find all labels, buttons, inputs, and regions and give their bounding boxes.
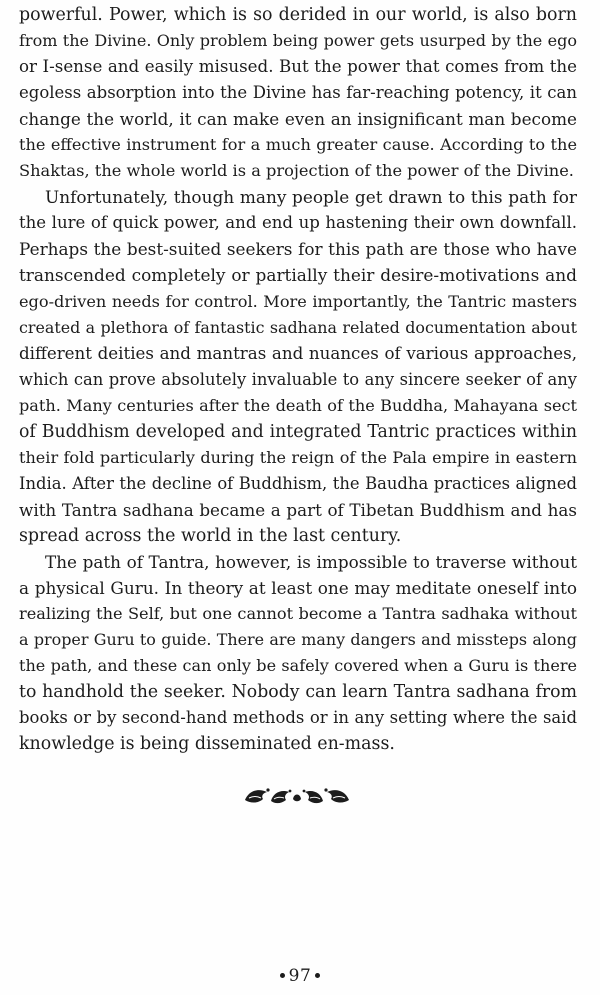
- text-line: a physical Guru. In theory at least one may meditate oneself into: [19, 578, 577, 599]
- text-line: which can prove absolutely invaluable to any sincere seeker of any: [19, 369, 577, 389]
- text-line: powerful. Power, which is so derided in our world, is also born: [19, 5, 577, 25]
- bullet-icon: [315, 973, 320, 978]
- bullet-icon: [280, 973, 285, 978]
- text-line: the path, and these can only be safely covered when a Guru is there: [19, 656, 577, 676]
- paragraph: [19, 184, 577, 549]
- text-line: books or by second-hand methods or in any setting where the said: [19, 708, 577, 728]
- text-line: with Tantra sadhana became a part of Tibetan Buddhism and has: [19, 499, 577, 520]
- text-line: created a plethora of fantastic sadhana related documentation about: [19, 317, 577, 337]
- text-line: the effective instrument for a much greater cause. According to the: [19, 135, 577, 155]
- text-line: of Buddhism developed and integrated Tantric practices within: [19, 421, 577, 442]
- text-line: Unfortunately, though many people get drawn to this path for: [45, 187, 577, 208]
- text-line: or I-sense and easily misused. But the power that comes from the: [19, 57, 577, 77]
- text-line: The path of Tantra, however, is impossible to traverse without: [45, 551, 577, 572]
- text-line: the lure of quick power, and end up hastening their own downfall.: [19, 213, 577, 233]
- text-line: their fold particularly during the reign of the Pala empire in eastern: [19, 447, 577, 467]
- paragraph: [19, 549, 577, 757]
- text-line: Shaktas, the whole world is a projection of the power of the Divine.: [19, 161, 574, 181]
- text-line: Perhaps the best-suited seekers for this path are those who have: [19, 239, 577, 260]
- text-line: India. After the decline of Buddhism, the Baudha practices aligned: [19, 473, 577, 493]
- page-number: [0, 966, 600, 986]
- body-text: [19, 2, 577, 757]
- text-line: to handhold the seeker. Nobody can learn Tantra sadhana from: [19, 682, 577, 703]
- text-line: from the Divine. Only problem being power gets usurped by the ego: [19, 31, 577, 51]
- page-number-value: 97: [288, 966, 312, 986]
- text-line: change the world, it can make even an insignificant man become: [19, 109, 577, 130]
- text-line: spread across the world in the last century.: [19, 525, 402, 546]
- text-line: different deities and mantras and nuances of various approaches,: [19, 343, 577, 363]
- text-line: knowledge is being disseminated en-mass.: [19, 734, 395, 755]
- text-line: path. Many centuries after the death of the Buddha, Mahayana sect: [19, 395, 577, 415]
- text-line: a proper Guru to guide. There are many dangers and missteps along: [19, 630, 577, 650]
- floral-divider-icon: [243, 784, 351, 806]
- text-line: ego-driven needs for control. More importantly, the Tantric masters: [19, 291, 577, 311]
- text-line: realizing the Self, but one cannot become a Tantra sadhaka without: [19, 604, 577, 624]
- paragraph: [19, 2, 577, 184]
- text-line: transcended completely or partially their desire-motivations and: [19, 265, 577, 286]
- text-line: egoless absorption into the Divine has far-reaching potency, it can: [19, 83, 577, 103]
